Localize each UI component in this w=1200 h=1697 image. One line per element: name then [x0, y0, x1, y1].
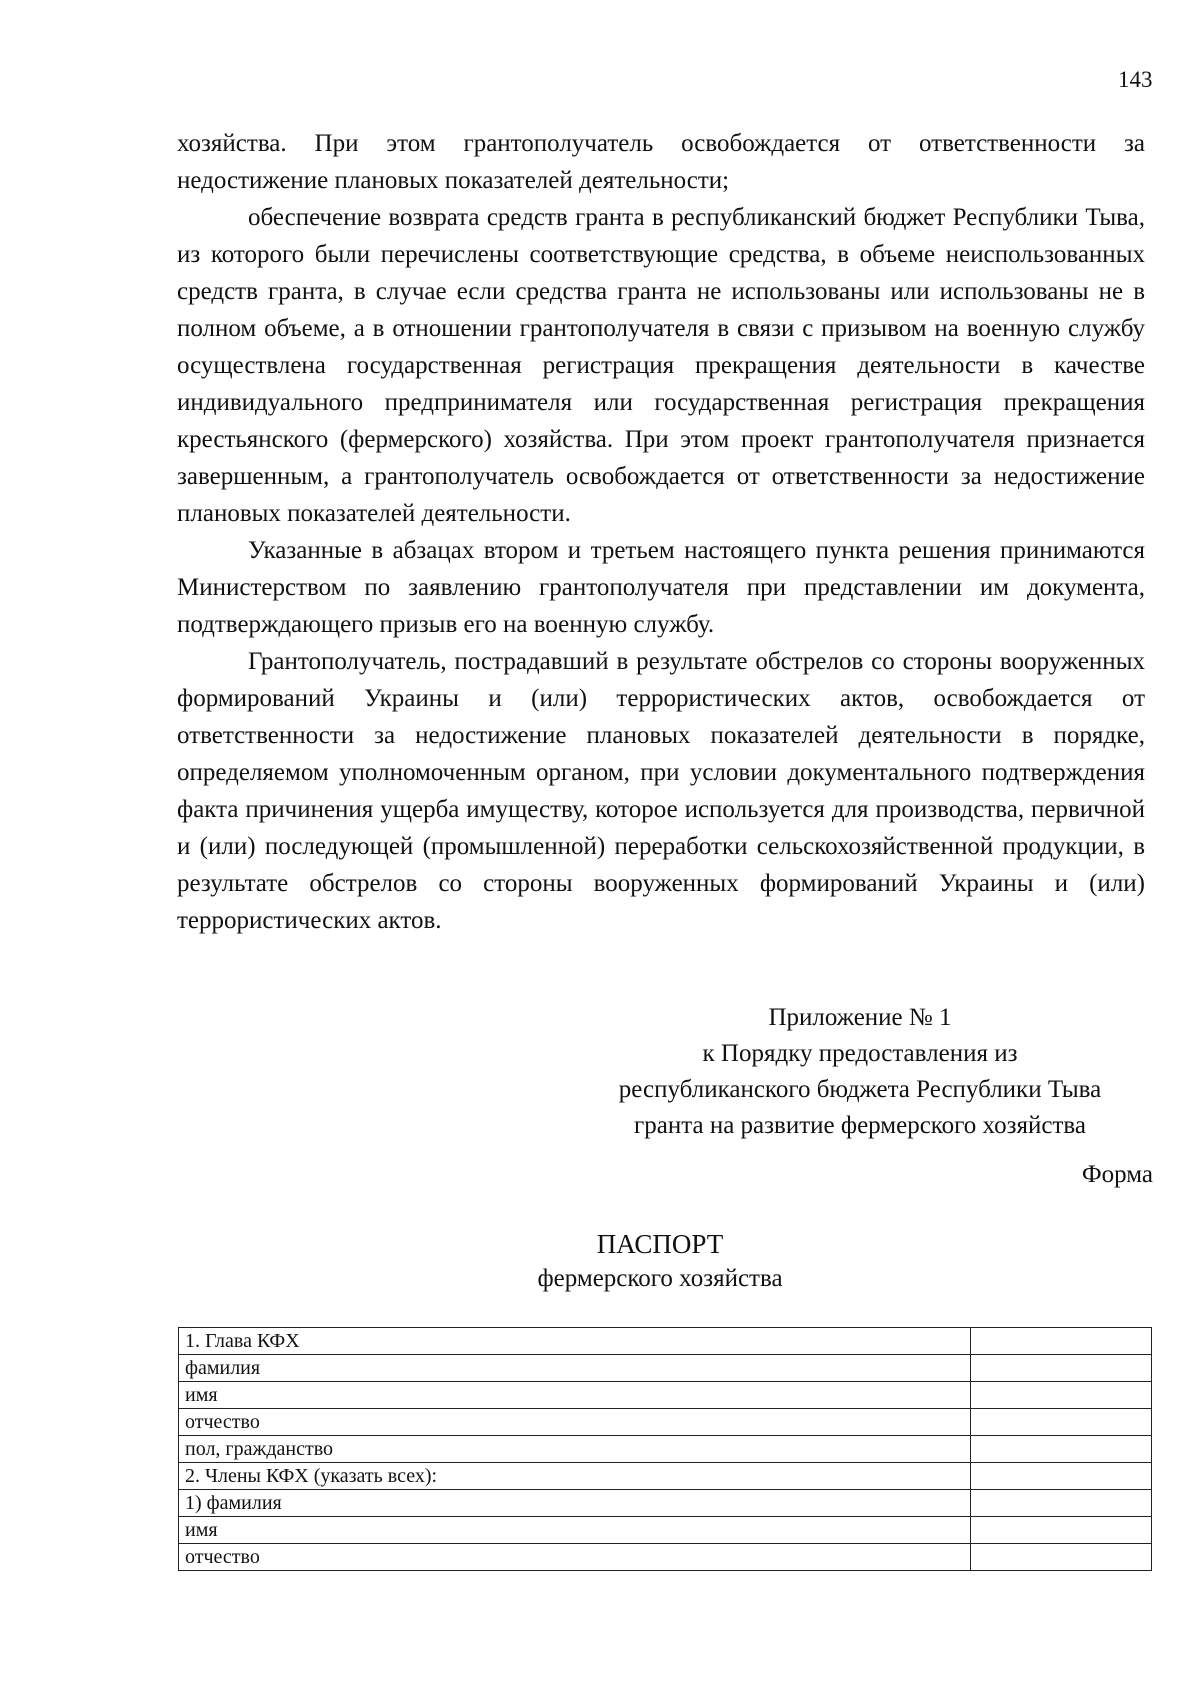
paragraph-shelling-liability: Грантополучатель, пострадавший в результате обстрелов со стороны вооруженных формирований Украины и (или) террористических актов, освобождается от ответственности за недостижение плановых показателей деятельности в порядке, определяемом уполномоченным органом, при условии документального подтверждения факта причинения ущерба имуществу, которое используется для производства, первичной и (или) последующей (промышленной) переработки сельскохозяйственной продукции, в результате обстрелов со стороны вооруженных формирований Украины и (или) террористических актов.: [177, 648, 1145, 934]
appendix-line: Приложение № 1: [768, 1004, 952, 1031]
appendix-line: республиканского бюджета Республики Тыва: [618, 1076, 1102, 1103]
table-row: [179, 1544, 1152, 1571]
form-label: Форма: [1081, 1161, 1153, 1188]
appendix-heading: [560, 1000, 1160, 1144]
row-label: 1) фамилия: [179, 1490, 971, 1517]
passport-title: ПАСПОРТ: [596, 1229, 724, 1259]
appendix-line: к Порядку предоставления из: [702, 1040, 1018, 1067]
row-label: отчество: [179, 1409, 971, 1436]
table-row: [179, 1490, 1152, 1517]
row-value-field[interactable]: [971, 1328, 1152, 1355]
row-value-field[interactable]: [971, 1355, 1152, 1382]
table-row: [179, 1436, 1152, 1463]
row-label: имя: [179, 1382, 971, 1409]
row-value-field[interactable]: [971, 1382, 1152, 1409]
row-value-field[interactable]: [971, 1463, 1152, 1490]
row-label: имя: [179, 1517, 971, 1544]
row-label: 1. Глава КФХ: [179, 1328, 971, 1355]
paragraph-grant-refund: обеспечение возврата средств гранта в республиканский бюджет Республики Тыва, из которого были перечислены соответствующие средства, в объеме неиспользованных средств гранта, в случае если средства гранта не использованы или использованы не в полном объеме, а в отношении грантополучателя в связи с призывом на военную службу осуществлена государственная регистрация прекращения деятельности в качестве индивидуального предпринимателя или государственная регистрация прекращения крестьянского (фермерского) хозяйства. При этом проект грантополучателя признается завершенным, а грантополучатель освобождается от ответственности за недостижение плановых показателей деятельности.: [177, 204, 1145, 527]
row-label: отчество: [179, 1544, 971, 1571]
table-row: [179, 1463, 1152, 1490]
passport-table: [178, 1327, 1152, 1571]
row-label: 2. Члены КФХ (указать всех):: [179, 1463, 971, 1490]
row-value-field[interactable]: [971, 1409, 1152, 1436]
table-row: [179, 1517, 1152, 1544]
table-row: [179, 1328, 1152, 1355]
table-row: [179, 1382, 1152, 1409]
body-text: [177, 125, 1145, 939]
paragraph-continuation: хозяйства. При этом грантополучатель освобождается от ответственности за недостижение плановых показателей деятельности;: [177, 130, 1145, 194]
row-value-field[interactable]: [971, 1490, 1152, 1517]
row-label: фамилия: [179, 1355, 971, 1382]
row-value-field[interactable]: [971, 1436, 1152, 1463]
appendix-line: гранта на развитие фермерского хозяйства: [634, 1112, 1086, 1139]
passport-subtitle: фермерского хозяйства: [537, 1265, 783, 1292]
table-row: [179, 1409, 1152, 1436]
page-number: 143: [1118, 67, 1153, 92]
row-value-field[interactable]: [971, 1517, 1152, 1544]
row-value-field[interactable]: [971, 1544, 1152, 1571]
table-row: [179, 1355, 1152, 1382]
row-label: пол, гражданство: [179, 1436, 971, 1463]
paragraph-ministry-decisions: Указанные в абзацах втором и третьем настоящего пункта решения принимаются Министерством по заявлению грантополучателя при представлении им документа, подтверждающего призыв его на военную службу.: [177, 537, 1145, 638]
